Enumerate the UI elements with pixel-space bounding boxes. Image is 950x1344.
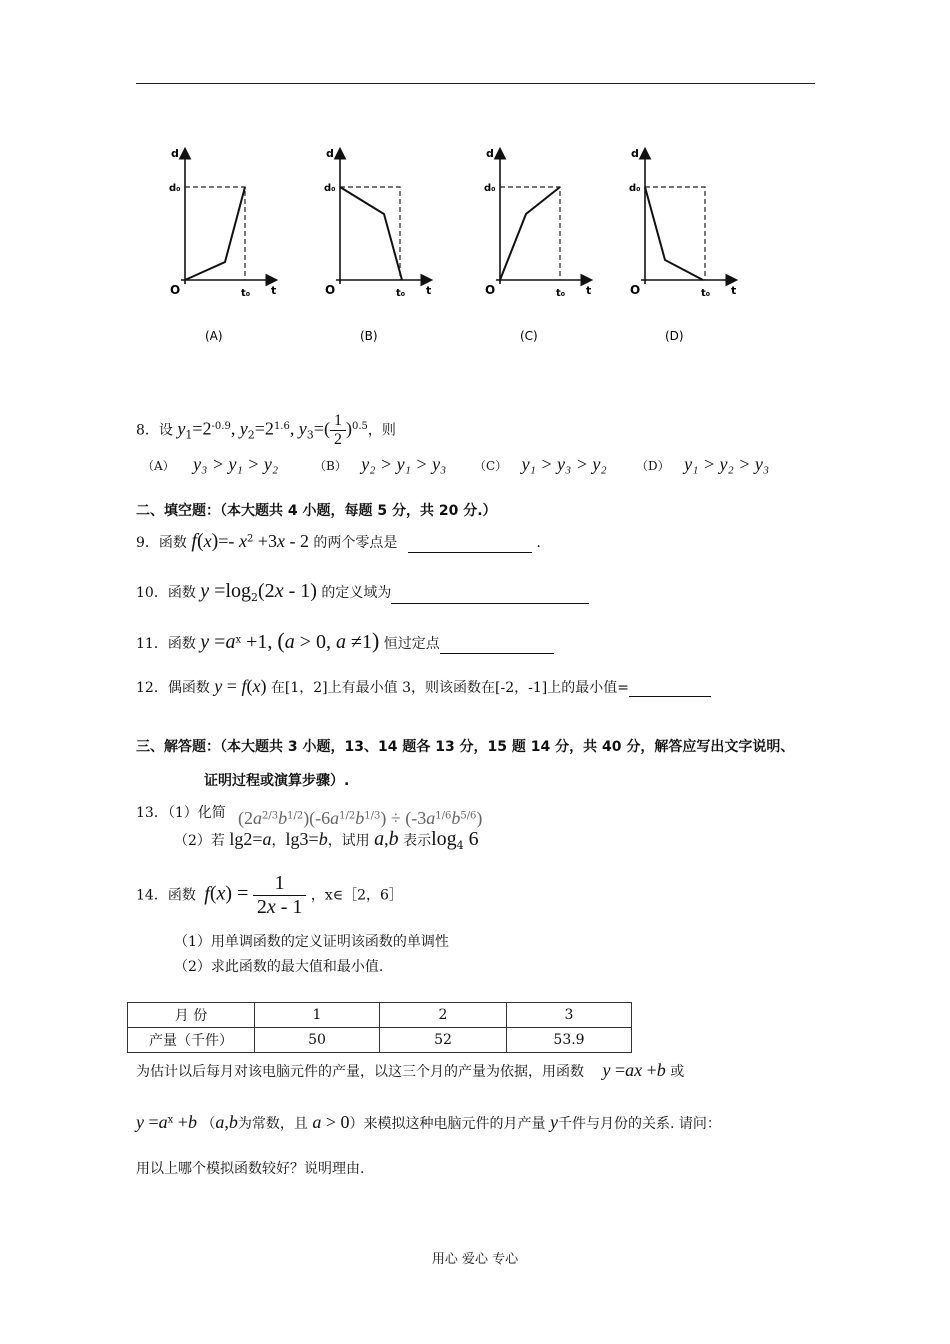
q11-line: 11．函数 $y =a^x +1$, (a > 0, a ≠1) 恒过定点 xyxy=(136,628,554,654)
axis-label-d: d xyxy=(171,147,179,160)
table-cell: 52 xyxy=(380,1028,507,1053)
distance-curve xyxy=(645,187,703,280)
distance-time-graphs xyxy=(150,140,790,360)
axis-label-t: t xyxy=(271,284,277,297)
axis-label-t0: t₀ xyxy=(241,288,251,299)
table-header-cell: 月 份 xyxy=(128,1003,255,1028)
q14-part2: （2）求此函数的最大值和最小值. xyxy=(174,959,384,975)
table-row xyxy=(128,1028,632,1053)
distance-curve xyxy=(185,187,245,280)
origin-label: O xyxy=(630,283,641,297)
footer: 用心 爱心 专心 xyxy=(431,1252,519,1267)
table-header-cell: 2 xyxy=(380,1003,507,1028)
section3-title-line2: 证明过程或演算步骤）. xyxy=(204,773,350,789)
q8-line: 8．设 $y_1=2^{-0.9}$, $y_2=2^{1.6}$, $y_3=$( $\frac{1}{2}$ )$^{0.5}$，则 xyxy=(136,412,396,448)
axis-label-t: t xyxy=(731,284,737,297)
q13-expression: $(2a^{2/3}b^{1/2})(-6a^{1/2}b^{1/3}) \div (-3a^{1/6}b^{5/6})$ xyxy=(238,808,483,828)
axis-label-d0: d₀ xyxy=(484,183,496,194)
graph-label: (B) xyxy=(360,329,378,343)
q9-line: 9．函数 f(x)=- $x^2 +3x - 2$ 的两个零点是 . xyxy=(136,530,541,552)
axis-label-d: d xyxy=(326,147,334,160)
production-table xyxy=(127,1002,632,1053)
section2-title: 二、填空题：（本大题共 4 小题，每题 5 分，共 20 分.） xyxy=(136,503,497,519)
q10-line: 10．函数 $y =\log_2(2x - 1)$ 的定义域为 xyxy=(136,580,589,604)
axis-label-t: t xyxy=(586,284,592,297)
distance-curve xyxy=(500,187,560,280)
q8-option-d: （D） y₁ > y₂ > y₃ xyxy=(636,454,770,474)
top-rule xyxy=(136,83,815,84)
q8-option-b: （B） y₂ > y₁ > y₃ xyxy=(314,454,447,474)
q14-line: 14．函数 f(x) = $\frac{1}{2x - 1}$ ，x∈［2，6］ xyxy=(136,872,403,918)
graph-label: (D) xyxy=(665,329,684,343)
q14-part1: （1）用单调函数的定义证明该函数的单调性 xyxy=(174,934,449,950)
q8-option-a: （A） y₃ > y₁ > y₂ xyxy=(142,454,279,474)
axis-label-t0: t₀ xyxy=(396,288,406,299)
section3-title-line1: 三、解答题：（本大题共 3 小题，13、14 题各 13 分，15 题 14 分，共 40 分，解答应写出文字说明、 xyxy=(136,739,795,755)
q15-line1: 为估计以后每月对该电脑元件的产量，以这三个月的产量为依据，用函数 y =ax +b 或 xyxy=(136,1060,685,1080)
q15-line2: $y =a^x +b$ （a,b为常数，且 a > 0）来模拟这种电脑元件的月产量 y千件与月份的关系. 请问： xyxy=(136,1112,721,1132)
axis-label-d: d xyxy=(486,147,494,160)
axis-label-t0: t₀ xyxy=(701,288,711,299)
axis-label-t0: t₀ xyxy=(556,288,566,299)
table-cell: 50 xyxy=(255,1028,380,1053)
table-header-row xyxy=(128,1003,632,1028)
q8-option-c: （C） y₁ > y₃ > y₂ xyxy=(474,454,607,474)
distance-curve xyxy=(340,187,402,280)
axis-label-d0: d₀ xyxy=(324,183,336,194)
q12-line: 12．偶函数 y = f(x) 在[1，2]上有最小值 3，则该函数在[-2，-1]上的最小值= xyxy=(136,676,711,697)
axis-label-d: d xyxy=(631,147,639,160)
table-cell: 产量（千件） xyxy=(128,1028,255,1053)
table-header-cell: 1 xyxy=(255,1003,380,1028)
axis-label-d0: d₀ xyxy=(169,183,181,194)
table-header-cell: 3 xyxy=(507,1003,632,1028)
dashed-guide xyxy=(500,187,560,280)
q15-line3: 用以上哪个模拟函数较好？说明理由. xyxy=(136,1161,365,1177)
table-cell: 53.9 xyxy=(507,1028,632,1053)
origin-label: O xyxy=(485,283,496,297)
origin-label: O xyxy=(170,283,181,297)
q13-part1: 13．（1）化简 xyxy=(136,805,226,821)
axis-label-d0: d₀ xyxy=(629,183,641,194)
axis-label-t: t xyxy=(426,284,432,297)
dashed-guide xyxy=(340,187,400,280)
origin-label: O xyxy=(325,283,336,297)
q13-part2: （2）若 lg2=a，lg3=b，试用 a,b 表示$\log_4 6$ xyxy=(174,828,479,852)
graph-label: (A) xyxy=(205,329,223,343)
graph-label: (C) xyxy=(520,329,538,343)
